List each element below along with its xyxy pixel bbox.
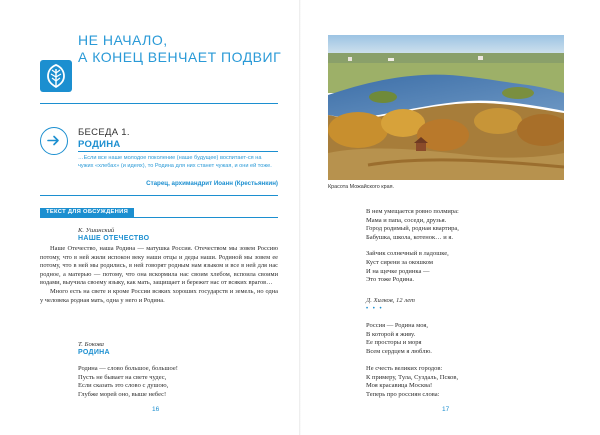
epigraph-author: Старец, архимандрит Иоанн (Крестьянкин) bbox=[146, 180, 278, 187]
poem-line: Теперь про россиян слова: bbox=[366, 390, 440, 398]
poem-line: В которой я живу. bbox=[366, 330, 416, 338]
text2-author: Т. Бокова bbox=[78, 341, 104, 348]
conversation-rule bbox=[78, 151, 278, 152]
poem-line: Куст сирени за окошком bbox=[366, 258, 434, 266]
poem-line: Город родимый, родная квартира, bbox=[366, 225, 459, 233]
poem-line: Пусть не бывает на свете чудес, bbox=[78, 373, 167, 381]
poem-line: И на щечке родинка — bbox=[366, 267, 430, 275]
header-rule bbox=[40, 103, 278, 104]
leaf-icon bbox=[40, 60, 72, 92]
text1-body bbox=[40, 245, 278, 305]
chapter-title-line-2: А КОНЕЦ ВЕНЧАЕТ ПОДВИГ bbox=[78, 49, 282, 65]
poem-line: Зайчик солнечный в ладошке, bbox=[366, 250, 449, 258]
section-label: ТЕКСТ ДЛЯ ОБСУЖДЕНИЯ bbox=[40, 208, 134, 218]
text3-author: Д. Хилков, 12 лет bbox=[366, 297, 415, 304]
epigraph-text: …Если все наше молодое поколение (наше будущее) воспитает-ся на чужих «хлебах» (и идеях), то Родина для них станет чужая, и они ей тоже. bbox=[78, 155, 272, 169]
text3-stanza bbox=[366, 322, 432, 356]
poem-line: Не счесть великих городов: bbox=[366, 365, 443, 372]
page-gutter bbox=[299, 0, 301, 435]
conversation-number: БЕСЕДА 1. bbox=[78, 127, 130, 138]
section-rule bbox=[40, 217, 278, 218]
photo-caption: Красота Можайского края. bbox=[328, 184, 395, 190]
chapter-title-line-1: НЕ НАЧАЛО, bbox=[78, 32, 168, 48]
stanza-group bbox=[366, 208, 459, 285]
poem-line: Ее просторы и моря bbox=[366, 339, 422, 347]
poem-line: Это тоже Родина. bbox=[366, 276, 414, 284]
epigraph-rule bbox=[40, 195, 278, 196]
poem-line: К примеру, Тула, Суздаль, Псков, bbox=[366, 373, 459, 381]
conversation-title: РОДИНА bbox=[78, 139, 121, 150]
text1-title: НАШЕ ОТЕЧЕСТВО bbox=[78, 235, 150, 242]
page-number-right: 17 bbox=[442, 406, 450, 413]
page-number-left: 16 bbox=[152, 406, 160, 413]
text3-stanza bbox=[366, 365, 458, 399]
poem-line: Если сказать это слово с душою, bbox=[78, 382, 169, 390]
poem-line: Мама и папа, соседи, друзья. bbox=[366, 216, 447, 224]
separator-dots: • • • bbox=[366, 306, 384, 312]
arrow-right-icon bbox=[40, 127, 68, 155]
chapter-title bbox=[78, 32, 288, 66]
text1-author: К. Ушинский bbox=[78, 227, 115, 234]
landscape-photo bbox=[328, 35, 564, 180]
poem-line: Моя красавица Москва! bbox=[366, 382, 433, 390]
text2-stanza bbox=[78, 365, 178, 399]
poem-line: Родина — слово большое, большое! bbox=[78, 365, 178, 372]
text1-paragraph: Наше Отечество, наша Родина — матушка Россия. Отечеством мы зовем Россию потому, что в ней жили испокон веку наши отцы и деды наши. Родиной мы зовем ее потому, что в ней мы родились, в ней говорят родным нам языком и все в ней для нас родное, а матерью — потому, что она вскормила нас своим хлебом, вспоила своими водами, выучила своему языку, как мать, защищает и бережет нас от всяких врагов… bbox=[40, 245, 278, 287]
poem-line: Всем сердцем я люблю. bbox=[366, 347, 432, 355]
text2-title: РОДИНА bbox=[78, 349, 110, 356]
stanza-gap bbox=[366, 242, 459, 250]
poem-line: В нем умещается ровно полмира: bbox=[366, 208, 459, 215]
text1-paragraph: Много есть на свете и кроме России всяких хороших государств и земель, но одна у человека родная мать, одна у него и Родина. bbox=[40, 287, 278, 304]
poem-line: Бабушка, школа, котенок… и я. bbox=[366, 233, 453, 241]
poem-line: Россия — Родина моя, bbox=[366, 322, 428, 329]
poem-line: Глубже морей оно, выше небес! bbox=[78, 390, 167, 398]
